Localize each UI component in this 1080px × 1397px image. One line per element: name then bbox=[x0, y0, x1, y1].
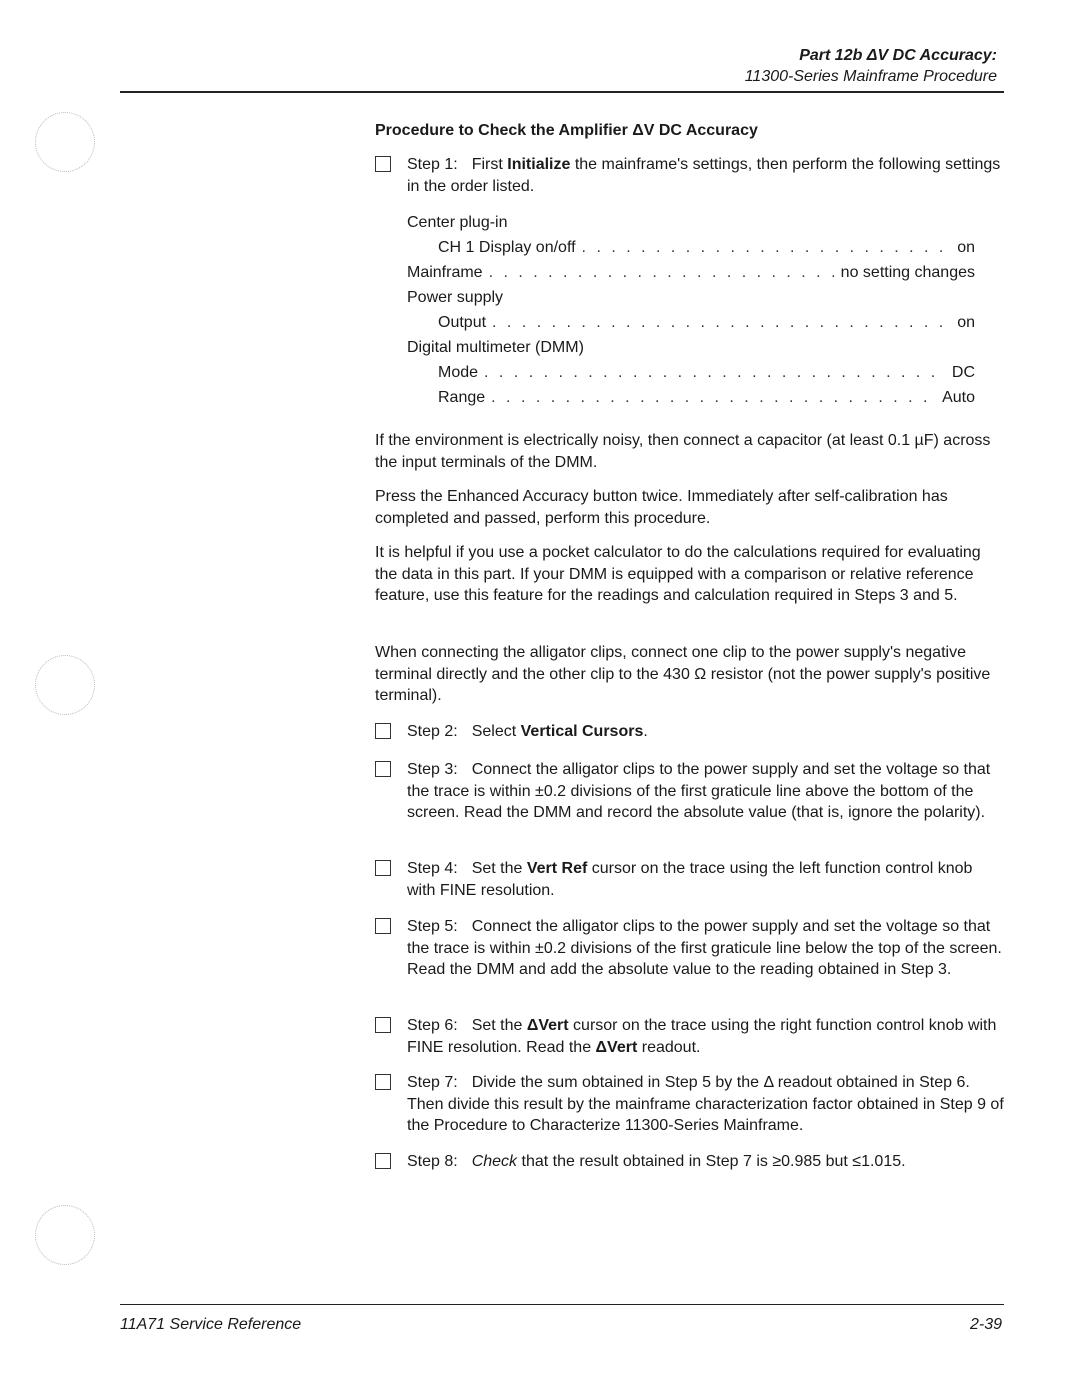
text-segment bbox=[407, 759, 1005, 824]
text-segment: Step 4: bbox=[407, 860, 458, 877]
text-segment bbox=[407, 1015, 1005, 1058]
footer-rule bbox=[120, 1304, 1004, 1305]
section-title: Procedure to Check the Amplifier ΔV DC Accuracy bbox=[375, 122, 758, 139]
text-segment: DC bbox=[951, 364, 975, 381]
text-segment bbox=[407, 1072, 1005, 1137]
step-checkbox[interactable] bbox=[375, 918, 391, 934]
text-segment: Initialize bbox=[507, 156, 571, 173]
step-checkbox[interactable] bbox=[375, 860, 391, 876]
text-segment: the mainframe's settings, then perform the following settings in the order listed. bbox=[407, 156, 1001, 195]
text-segment bbox=[407, 916, 1005, 981]
settings-group bbox=[407, 285, 975, 310]
paragraph-calculator: It is helpful if you use a pocket calculator to do the calculations required for evaluating the data in this part. If your DMM is equipped with a comparison or relative reference feature, use this feature for the readings and calculation required in Steps 3 and 5. bbox=[375, 544, 981, 604]
punch-hole bbox=[35, 1205, 95, 1265]
settings-group bbox=[407, 210, 975, 235]
dot-leader bbox=[492, 310, 951, 335]
text-segment: First bbox=[471, 156, 508, 173]
text-segment: Connect the alligator clips to the power supply and set the voltage so that the trace is within ±0.2 divisions of the first graticule line above the bottom of the screen. Read the DMM and record the absolute value (that is, ignore the polarity). bbox=[407, 761, 991, 821]
text-segment: Mainframe bbox=[407, 264, 483, 281]
step-checkbox[interactable] bbox=[375, 1074, 391, 1090]
text-segment bbox=[407, 721, 1005, 743]
text-segment: CH 1 Display on/off bbox=[438, 239, 576, 256]
text-segment: cursor on the trace using the left function control knob with FINE resolution. bbox=[407, 860, 973, 899]
text-segment: no setting changes bbox=[840, 264, 975, 281]
punch-hole bbox=[35, 655, 95, 715]
text-segment: ΔVert bbox=[595, 1038, 638, 1056]
text-segment: Set the bbox=[471, 1017, 527, 1034]
text-segment: Auto bbox=[942, 389, 975, 406]
setting-row bbox=[407, 260, 975, 285]
dot-leader bbox=[484, 360, 946, 385]
paragraph-alligator: When connecting the alligator clips, connect one clip to the power supply's negative terminal directly and the other clip to the 430 Ω resistor (not the power supply's positive terminal). bbox=[375, 644, 991, 704]
setting-row bbox=[407, 385, 975, 410]
text-segment: Select bbox=[471, 723, 521, 740]
text-segment: Center plug-in bbox=[407, 214, 508, 231]
punch-hole bbox=[35, 112, 95, 172]
text-segment: Step 1: bbox=[407, 156, 458, 173]
dot-leader bbox=[491, 385, 936, 410]
header-subtitle: 11300-Series Mainframe Procedure bbox=[744, 68, 997, 85]
text-segment: on bbox=[957, 239, 975, 256]
text-segment: Connect the alligator clips to the power supply and set the voltage so that the trace is within ±0.2 divisions of the first graticule line below the top of the screen. Read the DMM and add the absolute value to the reading obtained in Step 3. bbox=[407, 918, 1002, 978]
text-segment: . bbox=[643, 723, 648, 740]
footer-manual-title: 11A71 Service Reference bbox=[120, 1316, 302, 1333]
step-5 bbox=[375, 916, 1005, 981]
step-checkbox[interactable] bbox=[375, 723, 391, 739]
text-segment: Vertical Cursors bbox=[520, 723, 644, 740]
text-segment bbox=[407, 1151, 1005, 1173]
settings-list bbox=[407, 210, 975, 410]
text-segment bbox=[407, 154, 1005, 197]
text-segment: Step 3: bbox=[407, 761, 458, 778]
paragraph-enhanced-accuracy: Press the Enhanced Accuracy button twice. Immediately after self-calibration has completed and passed, perform this procedure. bbox=[375, 488, 948, 527]
text-segment: Step 6: bbox=[407, 1017, 458, 1034]
step-checkbox[interactable] bbox=[375, 761, 391, 777]
header-part: Part 12b ΔV DC Accuracy: bbox=[799, 47, 997, 64]
step-checkbox[interactable] bbox=[375, 1017, 391, 1033]
text-segment: readout. bbox=[637, 1038, 701, 1056]
text-segment: Output bbox=[438, 314, 487, 331]
text-segment: that the result obtained in Step 7 is ≥0.985 but ≤1.015. bbox=[517, 1153, 906, 1170]
step-7 bbox=[375, 1072, 1005, 1137]
step-checkbox[interactable] bbox=[375, 1153, 391, 1169]
step-3 bbox=[375, 759, 1005, 824]
step-4 bbox=[375, 858, 1005, 901]
text-segment: Digital multimeter (DMM) bbox=[407, 339, 584, 356]
step-6 bbox=[375, 1015, 1005, 1058]
text-segment: Vert Ref bbox=[526, 860, 588, 877]
text-segment: Divide the sum obtained in Step 5 by the Δ readout obtained in Step 6. Then divide this result by the mainframe characterization factor obtained in Step 9 of the Procedure to Characterize 11300-Series Mainframe. bbox=[407, 1074, 1004, 1134]
setting-row bbox=[407, 310, 975, 335]
text-segment: ΔVert bbox=[526, 1017, 569, 1034]
dot-leader bbox=[489, 260, 835, 285]
text-segment: Step 5: bbox=[407, 918, 458, 935]
text-segment: on bbox=[957, 314, 975, 331]
setting-row bbox=[407, 360, 975, 385]
dot-leader bbox=[582, 235, 952, 260]
header-rule bbox=[120, 91, 1004, 93]
text-segment: Power supply bbox=[407, 289, 504, 306]
text-segment: Step 8: bbox=[407, 1153, 458, 1170]
text-segment: Step 7: bbox=[407, 1074, 458, 1091]
step-checkbox[interactable] bbox=[375, 156, 391, 172]
text-segment: cursor on the trace using the right function control knob with FINE resolution. Read the bbox=[407, 1017, 997, 1056]
text-segment: Mode bbox=[438, 364, 479, 381]
step-8 bbox=[375, 1151, 1005, 1173]
text-segment: Check bbox=[471, 1153, 518, 1170]
text-segment: Set the bbox=[471, 860, 527, 877]
text-segment: Range bbox=[438, 389, 486, 406]
paragraph-noise: If the environment is electrically noisy, then connect a capacitor (at least 0.1 µF) across the input terminals of the DMM. bbox=[375, 432, 991, 471]
setting-row bbox=[407, 235, 975, 260]
step-1 bbox=[375, 154, 1005, 197]
text-segment: Step 2: bbox=[407, 723, 458, 740]
text-segment bbox=[407, 858, 1005, 901]
settings-group bbox=[407, 335, 975, 360]
step-2 bbox=[375, 721, 1005, 743]
page-number: 2-39 bbox=[969, 1316, 1002, 1333]
